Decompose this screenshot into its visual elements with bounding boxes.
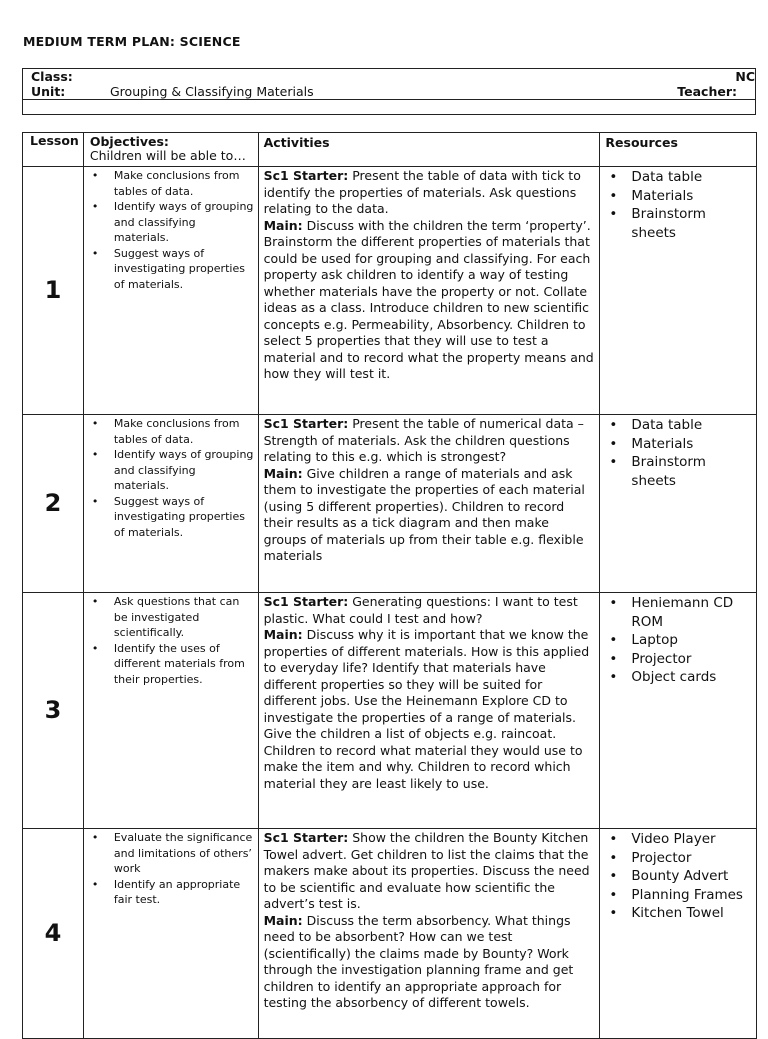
objective-item: • Suggest ways of investigating properties of materials.	[90, 494, 254, 541]
main-text: Give children a range of materials and ask them to investigate the properties of each material (using 5 different properties). Children to record their results as a tick diagram and then make groups of materials up from their table e.g. flexible materials	[263, 465, 585, 563]
objectives-cell	[83, 593, 258, 829]
objectives-title: Objectives:	[89, 134, 169, 149]
lesson-row	[23, 593, 757, 829]
teacher-label: Teacher:	[677, 84, 737, 99]
header-activities: Activities	[258, 133, 600, 167]
activities-cell	[258, 593, 600, 829]
starter-label: Sc1 Starter:	[263, 168, 349, 183]
starter-text: Present the table of numerical data – Strength of materials. Ask the children questions relating to this e.g. which is strongest?	[263, 416, 584, 464]
resource-item: • Projector	[605, 650, 752, 669]
resource-item: • Planning Frames	[605, 886, 752, 905]
unit-value: Grouping & Classifying Materials	[110, 84, 314, 99]
objective-item: • Ask questions that can be investigated scientifically.	[90, 594, 254, 641]
resources-cell	[600, 593, 757, 829]
objective-item: • Evaluate the significance and limitations of others’ work	[90, 830, 254, 877]
lesson-row	[23, 415, 757, 593]
nc-label: NC	[735, 69, 755, 84]
resource-item: • Video Player	[605, 830, 752, 849]
main-label: Main:	[263, 465, 303, 481]
starter-label: Sc1 Starter:	[263, 594, 349, 609]
objective-item: • Identify ways of grouping and classifying materials.	[90, 199, 254, 246]
main-label: Main:	[263, 217, 303, 233]
objective-item: • Identify an appropriate fair test.	[90, 877, 254, 908]
main-label: Main:	[263, 627, 303, 642]
objectives-cell	[83, 415, 258, 593]
objective-item: • Make conclusions from tables of data.	[90, 416, 254, 447]
lesson-row	[23, 167, 757, 415]
resource-item: • Data table	[605, 416, 752, 435]
resource-item: • Data table	[605, 168, 752, 187]
lesson-plan-table	[22, 132, 757, 1039]
objectives-list	[90, 830, 254, 908]
resource-item: • Materials	[605, 187, 752, 206]
activities-cell	[258, 829, 600, 1039]
resources-cell	[600, 829, 757, 1039]
starter-text: Present the table of data with tick to identify the properties of materials. Ask questions relating to the data.	[263, 168, 581, 216]
objectives-list	[90, 416, 254, 540]
resource-item: • Heniemann CD ROM	[605, 594, 752, 631]
table-header-row	[23, 133, 757, 167]
objectives-subtitle: Children will be able to…	[89, 148, 246, 163]
resources-list	[605, 168, 752, 242]
lesson-number: 3	[23, 593, 84, 829]
activities-cell	[258, 415, 600, 593]
class-label: Class:	[31, 69, 73, 84]
header-table	[22, 68, 756, 115]
starter-label: Sc1 Starter:	[263, 830, 349, 845]
objectives-list	[90, 594, 254, 687]
resource-item: • Materials	[605, 435, 752, 454]
main-label: Main:	[263, 912, 303, 928]
starter-text: Show the children the Bounty Kitchen Towel advert. Get children to list the claims that the makers make about its properties. Discuss the need to be scientific and evaluate how scientific the advert’s test is.	[263, 830, 590, 911]
resource-item: • Object cards	[605, 668, 752, 687]
resource-item: • Brainstorm sheets	[605, 205, 752, 242]
resource-item: • Projector	[605, 849, 752, 868]
objectives-cell	[83, 829, 258, 1039]
main-text: Discuss the term absorbency. What things need to be absorbent? How can we test (scientifically) the claims made by Bounty? Work through the investigation planning frame and get children to identify an appropriate approach for testing the absorbency of different towels.	[263, 912, 574, 1010]
lesson-number: 2	[23, 415, 84, 593]
resources-cell	[600, 167, 757, 415]
header-objectives	[83, 133, 258, 167]
activities-cell	[258, 167, 600, 415]
starter-label: Sc1 Starter:	[263, 416, 349, 431]
header-resources: Resources	[600, 133, 757, 167]
resource-item: • Bounty Advert	[605, 867, 752, 886]
starter-text: Generating questions: I want to test plastic. What could I test and how?	[263, 594, 578, 626]
objective-item: • Make conclusions from tables of data.	[90, 168, 254, 199]
header-lesson: Lesson	[23, 133, 84, 167]
objectives-list	[90, 168, 254, 292]
unit-label: Unit:	[31, 84, 66, 99]
resources-cell	[600, 415, 757, 593]
lesson-number: 4	[23, 829, 84, 1039]
objective-item: • Identify ways of grouping and classifying materials.	[90, 447, 254, 494]
objectives-cell	[83, 167, 258, 415]
resources-list	[605, 416, 752, 490]
resource-item: • Laptop	[605, 631, 752, 650]
header-info-cell	[23, 69, 756, 100]
objective-item: • Identify the uses of different materials from their properties.	[90, 641, 254, 688]
lesson-number: 1	[23, 167, 84, 415]
main-text: Discuss with the children the term ‘property’. Brainstorm the different properties of materials that could be used for grouping and classifying. For each property ask children to identify a way of testing whether materials have the property or not. Collate ideas as a class. Introduce children to new scientific concepts e.g. Permeability, Absorbency. Children to select 5 properties that they will use to test a material and to record what the property means and how they will test it.	[263, 217, 594, 381]
header-blank-row	[23, 100, 756, 115]
document-title: MEDIUM TERM PLAN: SCIENCE	[23, 34, 241, 49]
objective-item: • Suggest ways of investigating properties of materials.	[90, 246, 254, 293]
main-text: Discuss why it is important that we know the properties of different materials. How is this applied to everyday life? Identify that materials have different properties so they will be suited for different jobs. Use the Heinemann Explore CD to investigate the properties of a range of materials. Give the children a list of objects e.g. raincoat. Children to record what material they would use to make the item and why. Children to record which material they are least likely to use.	[263, 627, 590, 791]
lesson-row	[23, 829, 757, 1039]
resource-item: • Brainstorm sheets	[605, 453, 752, 490]
resources-list	[605, 830, 752, 923]
resource-item: • Kitchen Towel	[605, 904, 752, 923]
resources-list	[605, 594, 752, 687]
